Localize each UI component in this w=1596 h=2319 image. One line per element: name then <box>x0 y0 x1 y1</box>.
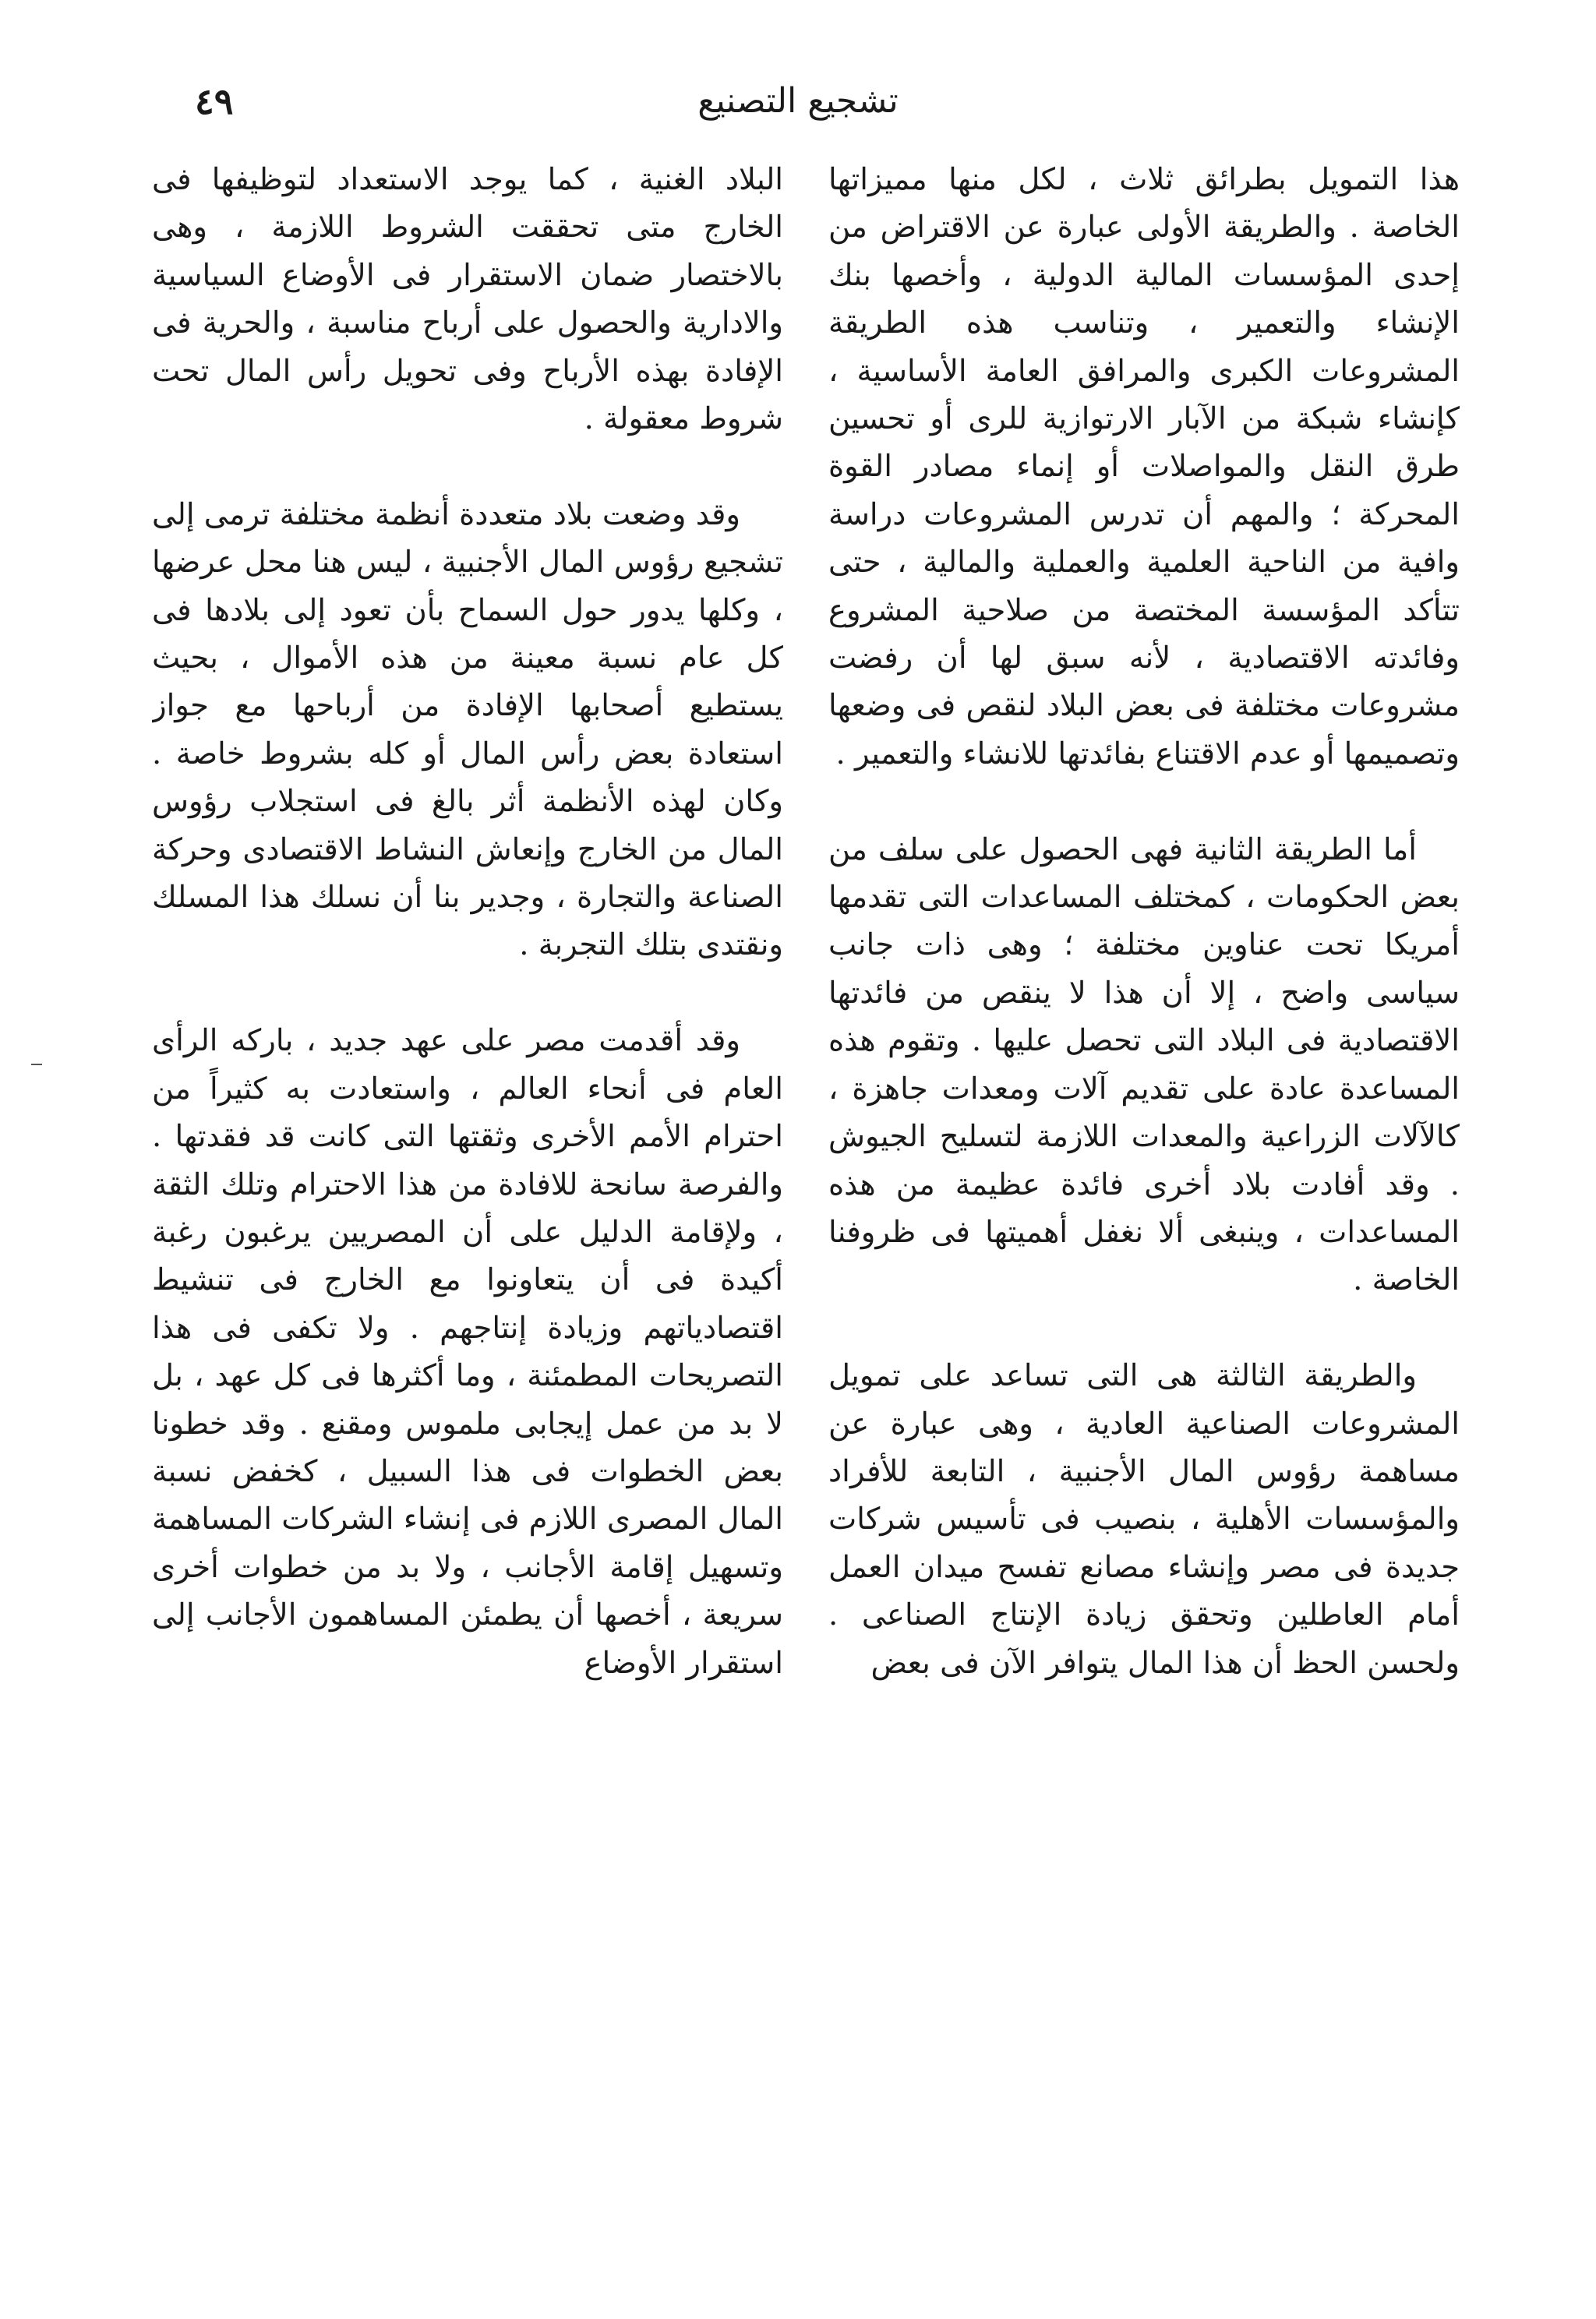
left-text-column <box>152 156 783 2221</box>
page-number: ٤٩ <box>195 80 234 122</box>
margin-mark <box>31 1064 42 1065</box>
paragraph: وقد أقدمت مصر على عهد جديد ، باركه الرأى العام فى أنحاء العالم ، واستعادت به كثيراً من احترام الأمم الأخرى وثقتها التى كانت قد فقدتها . والفرصة سانحة للافادة من هذا الاحترام وتلك الثقة ، ولإقامة الدليل على أن المصريين يرغبون رغبة أكيدة فى أن يتعاونوا مع الخارج فى تنشيط اقتصادياتهم وزيادة إنتاجهم . ولا تكفى فى هذا التصريحات المطمئنة ، وما أكثرها فى كل عهد ، بل لا بد من عمل إيجابى ملموس ومقنع . وقد خطونا بعض الخطوات فى هذا السبيل ، كخفض نسبة المال المصرى اللازم فى إنشاء الشركات المساهمة وتسهيل إقامة الأجانب ، ولا بد من خطوات أخرى سريعة ، أخصها أن يطمئن المساهمون الأجانب إلى استقرار الأوضاع <box>152 1023 783 1681</box>
page-header <box>179 78 1417 132</box>
paragraph: وقد وضعت بلاد متعددة أنظمة مختلفة ترمى إلى تشجيع رؤوس المال الأجنبية ، ليس هنا محل عرضها ، وكلها يدور حول السماح بأن تعود إلى بلادها فى كل عام نسبة معينة من هذه الأموال ، بحيث يستطيع أصحابها الإفادة من أرباحها مع جواز استعادة بعض رأس المال أو كله بشروط خاصة . وكان لهذه الأنظمة أثر بالغ فى استجلاب رؤوس المال من الخارج وإنعاش النشاط الاقتصادى وحركة الصناعة والتجارة ، وجدير بنا أن نسلك هذا المسلك ونقتدى بتلك التجربة . <box>152 496 783 963</box>
paragraph: البلاد الغنية ، كما يوجد الاستعداد لتوظيفها فى الخارج متى تحققت الشروط اللازمة ، وهى بالاختصار ضمان الاستقرار فى الأوضاع السياسية والادارية والحصول على أرباح مناسبة ، والحرية فى الإفادة بهذه الأرباح وفى تحويل رأس المال تحت شروط معقولة . <box>152 162 783 437</box>
running-title: تشجيع التصنيع <box>697 81 899 121</box>
paragraph: والطريقة الثالثة هى التى تساعد على تمويل المشروعات الصناعية العادية ، وهى عبارة عن مساهمة رؤوس المال الأجنبية ، التابعة للأفراد والمؤسسات الأهلية ، بنصيب فى تأسيس شركات جديدة فى مصر وإنشاء مصانع تفسح ميدان العمل أمام العاطلين وتحقق زيادة الإنتاج الصناعى . ولحسن الحظ أن هذا المال يتوافر الآن فى بعض <box>828 1358 1460 1681</box>
right-text-column <box>828 156 1460 2221</box>
paragraph: هذا التمويل بطرائق ثلاث ، لكل منها مميزاتها الخاصة . والطريقة الأولى عبارة عن الاقتراض من إحدى المؤسسات المالية الدولية ، وأخصها بنك الإنشاء والتعمير ، وتناسب هذه الطريقة المشروعات الكبرى والمرافق العامة الأساسية ، كإنشاء شبكة من الآبار الارتوازية للرى أو تحسين طرق النقل والمواصلات أو إنماء مصادر القوة المحركة ؛ والمهم أن تدرس المشروعات دراسة وافية من الناحية العلمية والعملية والمالية ، حتى تتأكد المؤسسة المختصة من صلاحية المشروع وفائدته الاقتصادية ، لأنه سبق لها أن رفضت مشروعات مختلفة فى بعض البلاد لنقص فى وضعها وتصميمها أو عدم الاقتناع بفائدتها للانشاء والتعمير . <box>828 162 1460 771</box>
paragraph: أما الطريقة الثانية فهى الحصول على سلف من بعض الحكومات ، كمختلف المساعدات التى تقدمها أمريكا تحت عناوين مختلفة ؛ وهى ذات جانب سياسى واضح ، إلا أن هذا لا ينقص من فائدتها الاقتصادية فى البلاد التى تحصل عليها . وتقوم هذه المساعدة عادة على تقديم آلات ومعدات جاهزة ، كالآلات الزراعية والمعدات اللازمة لتسليح الجيوش . وقد أفادت بلاد أخرى فائدة عظيمة من هذه المساعدات ، وينبغى ألا نغفل أهميتها فى ظروفنا الخاصة . <box>828 831 1460 1298</box>
